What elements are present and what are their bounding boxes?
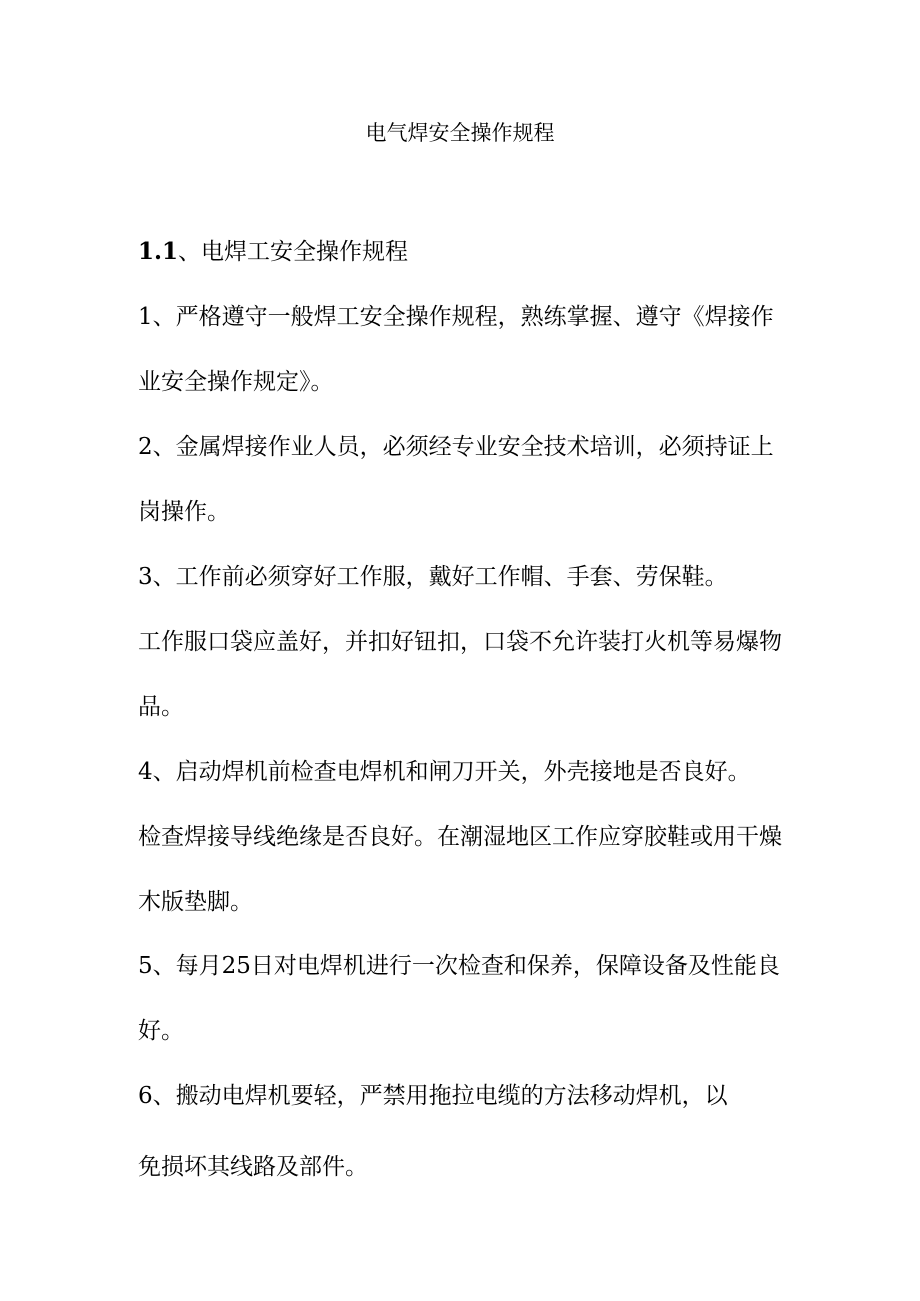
paragraph-line: 检查焊接导线绝缘是否良好。在潮湿地区工作应穿胶鞋或用干燥 bbox=[138, 824, 782, 850]
paragraph-line: 5、每月25日对电焊机进行一次检查和保养，保障设备及性能良 bbox=[138, 953, 780, 979]
paragraph-line: 岗操作。 bbox=[138, 499, 230, 525]
paragraph-line: 业安全操作规定》。 bbox=[138, 369, 334, 395]
paragraph-line: 2、金属焊接作业人员，必须经专业安全技术培训，必须持证上 bbox=[138, 434, 774, 460]
section-number: 1.1 bbox=[138, 238, 179, 265]
paragraph-line: 6、搬动电焊机要轻，严禁用拖拉电缆的方法移动焊机，以 bbox=[138, 1083, 728, 1109]
paragraph-line: 免损坏其线路及部件。 bbox=[138, 1154, 368, 1180]
document-title: 电气焊安全操作规程 bbox=[365, 121, 555, 145]
paragraph-line: 工作服口袋应盖好，并扣好钮扣，口袋不允许装打火机等易爆物 bbox=[138, 629, 782, 655]
section-heading-text: 、电焊工安全操作规程 bbox=[178, 239, 409, 265]
paragraph-line: 品。 bbox=[138, 694, 184, 720]
paragraph-line: 4、启动焊机前检查电焊机和闸刀开关，外壳接地是否良好。 bbox=[138, 759, 751, 785]
paragraph-line: 3、工作前必须穿好工作服，戴好工作帽、手套、劳保鞋。 bbox=[138, 564, 728, 590]
paragraph-line: 1、严格遵守一般焊工安全操作规程，熟练掌握、遵守《焊接作 bbox=[138, 304, 774, 330]
paragraph-line: 好。 bbox=[138, 1018, 184, 1044]
section-heading bbox=[138, 236, 408, 268]
paragraph-line: 木版垫脚。 bbox=[138, 889, 253, 915]
